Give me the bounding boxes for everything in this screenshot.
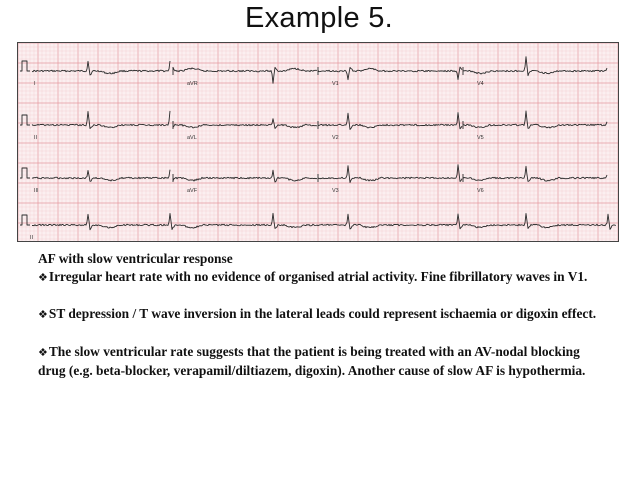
lead-label-v1: V1 (332, 81, 339, 87)
calibration-pulse (20, 215, 30, 225)
lead-label-ii: II (34, 135, 38, 141)
lead-label-avf: aVF (187, 188, 198, 194)
lead-label-avr: aVR (187, 81, 198, 87)
diagnosis-heading: AF with slow ventricular response (38, 251, 233, 266)
explanation-text (38, 250, 608, 380)
ecg-trace-avf (173, 170, 317, 182)
calibration-pulse (20, 115, 30, 125)
ecg-trace-ii (32, 111, 170, 129)
diamond-bullet-icon: ❖ (38, 271, 48, 285)
lead-label-iii: III (34, 188, 39, 194)
ecg-image (18, 43, 618, 241)
diamond-bullet-icon: ❖ (38, 308, 48, 322)
ecg-trace-v5 (463, 111, 607, 128)
bullet-slow-rate: ❖The slow ventricular rate suggests that the patient is being treated with an AV-nodal blocking drug (e.g. beta-blocker, verapamil/diltiazem, digoxin). Another cause of slow AF is hypothermia. (38, 343, 586, 378)
lead-label-v2: V2 (332, 135, 339, 141)
bullet-st-depression: ❖ST depression / T wave inversion in the lateral leads could represent ischaemia or digoxin effect. (38, 306, 597, 322)
ecg-strip (17, 42, 619, 242)
lead-label-v3: V3 (332, 188, 339, 194)
slide-title: Example 5. (244, 2, 394, 34)
diamond-bullet-icon: ❖ (38, 345, 48, 359)
calibration-pulse (20, 168, 30, 178)
ecg-trace-rhythm (32, 213, 616, 230)
lead-label-rhythm: II (30, 235, 34, 241)
lead-label-v4: V4 (477, 81, 484, 87)
lead-label-v6: V6 (477, 188, 484, 194)
bullet-irregular-rate: ❖Irregular heart rate with no evidence of organised atrial activity. Fine fibrillatory waves in V1. (38, 269, 588, 285)
ecg-trace-iii (32, 170, 170, 182)
ecg-trace-v4 (463, 57, 607, 76)
calibration-pulse (20, 61, 30, 71)
lead-label-i: I (34, 81, 36, 87)
lead-label-avl: aVL (187, 135, 197, 141)
lead-label-v5: V5 (477, 135, 484, 141)
